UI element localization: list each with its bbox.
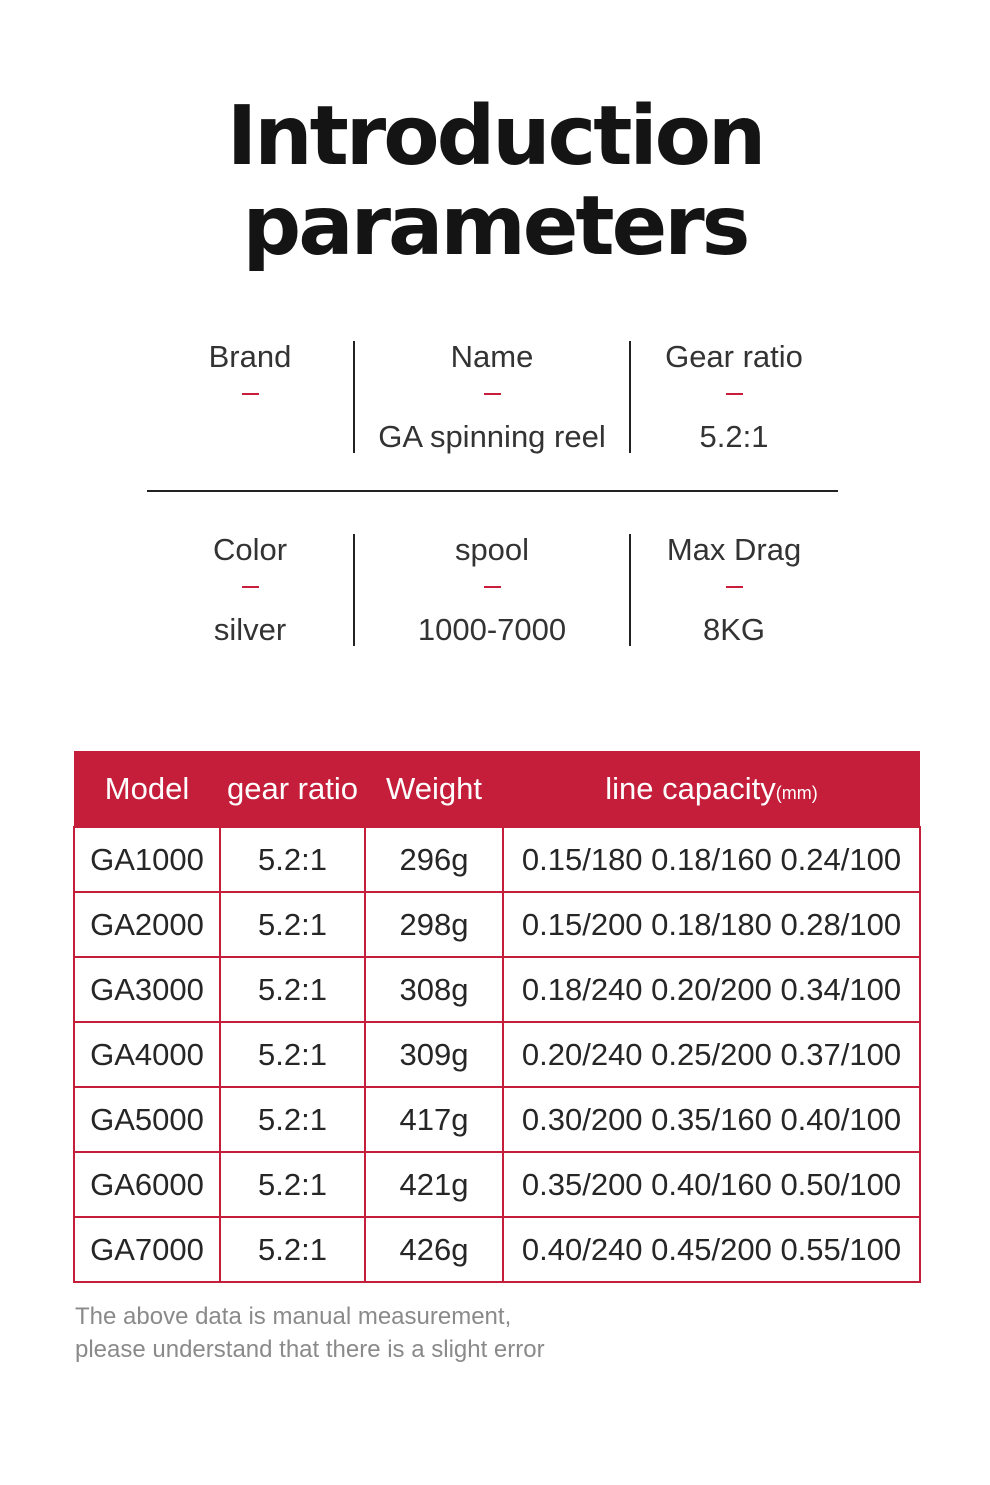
cell-gear-ratio: 5.2:1 [220,1152,365,1217]
title-line-1: Introduction [226,89,764,184]
page-title [0,89,990,274]
spec-label: Brand [208,339,292,374]
spec-dash [726,586,743,588]
cell-gear-ratio: 5.2:1 [220,1217,365,1282]
table-row [74,957,920,1022]
cell-model: GA7000 [74,1217,220,1282]
cell-model: GA4000 [74,1022,220,1087]
table-row [74,1022,920,1087]
cell-weight: 417g [365,1087,503,1152]
cell-line-capacity: 0.35/200 0.40/160 0.50/100 [503,1152,920,1217]
cell-weight: 426g [365,1217,503,1282]
cell-gear-ratio: 5.2:1 [220,1087,365,1152]
spec-value [146,417,354,457]
spec-value: 8KG [702,612,766,647]
spec-value: 1000-7000 [417,612,567,647]
note-line-2: please understand that there is a slight error [75,1336,545,1363]
spec-brand [146,337,354,457]
header-line-capacity [503,751,920,827]
header-line-capacity-label: line capacity [605,770,776,806]
spec-label: Name [450,339,534,374]
spec-label: Max Drag [666,532,802,567]
cell-gear-ratio: 5.2:1 [220,827,365,892]
cell-model: GA1000 [74,827,220,892]
note-line-1: The above data is manual measurement, [75,1303,512,1330]
cell-line-capacity: 0.15/180 0.18/160 0.24/100 [503,827,920,892]
cell-line-capacity: 0.40/240 0.45/200 0.55/100 [503,1217,920,1282]
spec-gear-ratio [631,337,837,457]
model-table [73,751,919,1283]
spec-label: Gear ratio [665,339,803,374]
cell-gear-ratio: 5.2:1 [220,1022,365,1087]
spec-row-1 [0,337,990,457]
cell-weight: 298g [365,892,503,957]
cell-line-capacity: 0.20/240 0.25/200 0.37/100 [503,1022,920,1087]
cell-line-capacity: 0.30/200 0.35/160 0.40/100 [503,1087,920,1152]
spec-spool [355,530,629,650]
spec-dash [726,393,743,395]
cell-weight: 308g [365,957,503,1022]
spec-name [355,337,629,457]
table-row [74,1087,920,1152]
header-model: Model [74,751,220,827]
cell-line-capacity: 0.15/200 0.18/180 0.28/100 [503,892,920,957]
spec-value: GA spinning reel [378,419,606,454]
spec-dash [242,393,259,395]
table-row [74,892,920,957]
spec-color [146,530,354,650]
table-row [74,827,920,892]
cell-model: GA3000 [74,957,220,1022]
cell-gear-ratio: 5.2:1 [220,957,365,1022]
title-line-2: parameters [242,179,748,274]
spec-label: Color [212,532,288,567]
cell-line-capacity: 0.18/240 0.20/200 0.34/100 [503,957,920,1022]
spec-max-drag [631,530,837,650]
cell-model: GA6000 [74,1152,220,1217]
table-row [74,1217,920,1282]
cell-model: GA5000 [74,1087,220,1152]
spec-row-2 [0,530,990,650]
header-weight: Weight [365,751,503,827]
cell-model: GA2000 [74,892,220,957]
spec-dash [242,586,259,588]
spec-value: 5.2:1 [699,419,769,454]
spec-value: silver [213,612,287,647]
measurement-note [75,1300,545,1366]
table-header-row [74,751,920,827]
cell-gear-ratio: 5.2:1 [220,892,365,957]
table-row [74,1152,920,1217]
spec-dash [484,586,501,588]
header-line-capacity-unit: (mm) [775,782,818,803]
cell-weight: 309g [365,1022,503,1087]
spec-horizontal-rule [147,490,838,492]
header-gear-ratio: gear ratio [220,751,365,827]
cell-weight: 421g [365,1152,503,1217]
cell-weight: 296g [365,827,503,892]
spec-label: spool [454,532,530,567]
spec-dash [484,393,501,395]
